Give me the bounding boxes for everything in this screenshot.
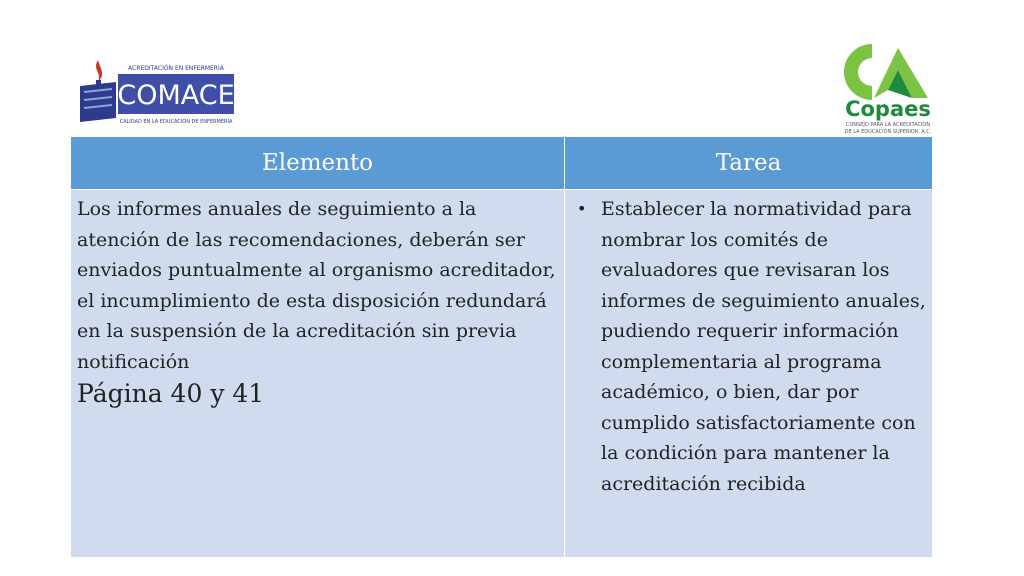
copaes-name: Copaes [845, 97, 931, 121]
bullet-icon: • [577, 199, 587, 218]
copaes-subtitle-2: DE LA EDUCACIÓN SUPERIOR, A.C. [844, 129, 932, 135]
copaes-subtitle-1: CONSEJO PARA LA ACREDITACIÓN [845, 122, 931, 128]
page-reference: Página 40 y 41 [77, 379, 265, 408]
comace-bottom-text: CALIDAD EN LA EDUCACIÓN DE ENFERMERÍA [119, 119, 233, 125]
comace-top-text: ACREDITACIÓN EN ENFERMERÍA [128, 65, 224, 72]
header-elemento: Elemento [71, 137, 565, 190]
table-header-row [71, 137, 933, 190]
list-item [577, 194, 926, 499]
comace-logo [76, 52, 238, 126]
elemento-tarea-table [70, 136, 933, 558]
elemento-text: Los informes anuales de seguimiento a la atención de las recomendaciones, deberán ser enviados puntualmente al organismo acreditador, el incumplimiento de esta disposición redundará en la suspensión de la acreditación sin previa notificación [77, 198, 556, 373]
comace-name: COMACE [117, 80, 235, 111]
tarea-text: Establecer la normatividad para nombrar los comités de evaluadores que revisaran los informes de seguimiento anuales, pudiendo requerir información complementaria al programa académico, o bien, dar por cumplido satisfactoriamente con la condición para mantener la acreditación recibida [601, 198, 926, 495]
tarea-list [571, 194, 926, 499]
copaes-logo [832, 38, 944, 136]
header-tarea: Tarea [565, 137, 933, 190]
tarea-cell [565, 190, 933, 558]
elemento-cell [71, 190, 565, 558]
table-row [71, 190, 933, 558]
